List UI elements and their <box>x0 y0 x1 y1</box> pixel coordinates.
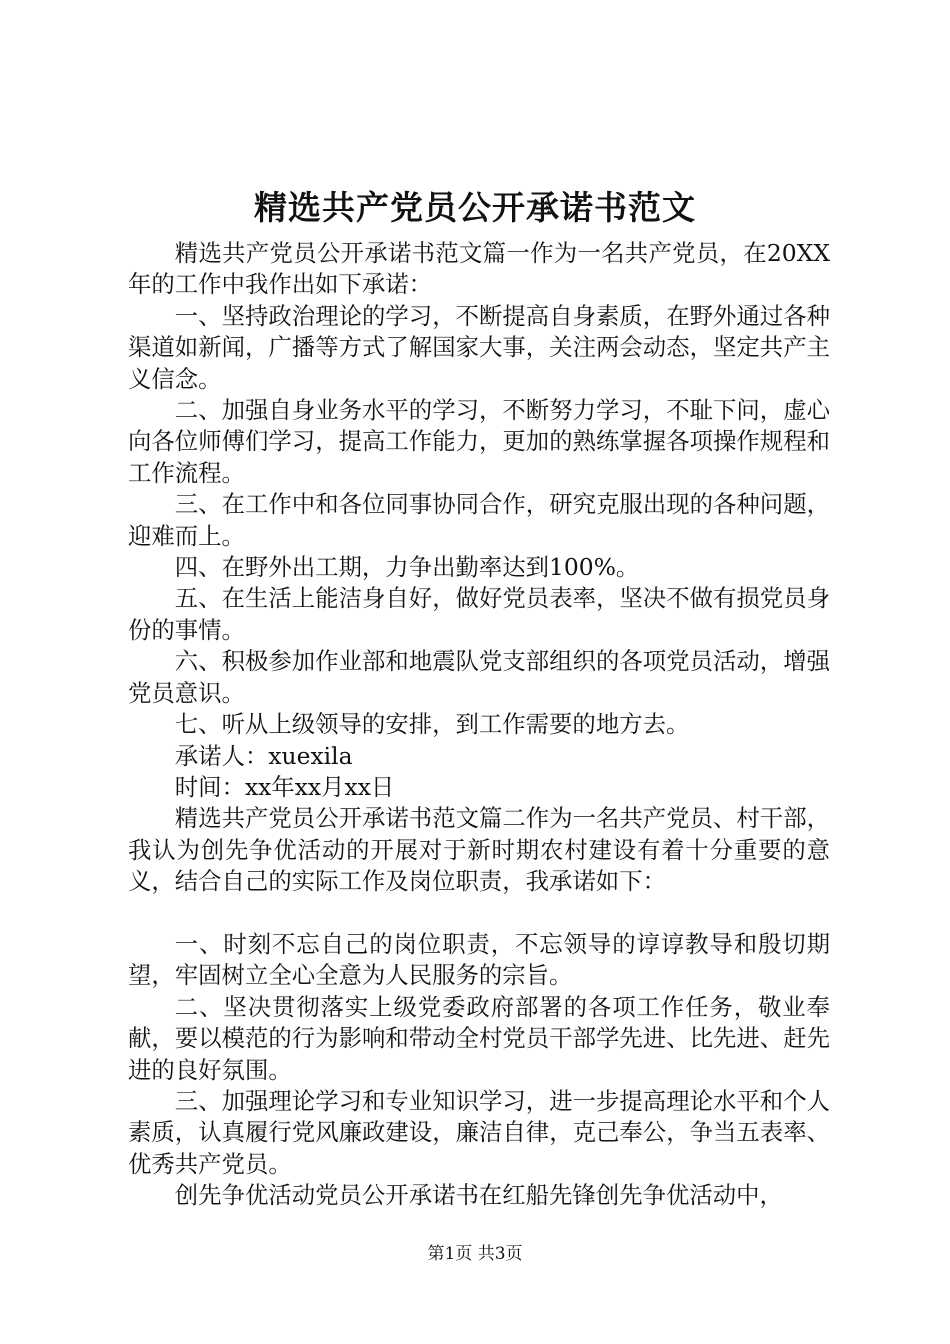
paragraph-item-2: 二、加强自身业务水平的学习，不断努力学习，不耻下问，虚心向各位师傅们学习，提高工作能力，更加的熟练掌握各项操作规程和工作流程。 <box>128 396 830 487</box>
page-number: 第1页 共3页 <box>427 1244 523 1264</box>
paragraph-intro-2: 精选共产党员公开承诺书范文篇二作为一名共产党员、村干部，我认为创先争优活动的开展对于新时期农村建设有着十分重要的意义，结合自己的实际工作及岗位职责，我承诺如下： <box>128 804 830 896</box>
paragraph-spacer <box>128 898 830 929</box>
paragraph-item-1: 一、坚持政治理论的学习，不断提高自身素质，在野外通过各种渠道如新闻，广播等方式了解国家大事，关注两会动态，坚定共产主义信念。 <box>128 301 830 393</box>
paragraph-item-2-2: 二、坚决贯彻落实上级党委政府部署的各项工作任务，敬业奉献，要以模范的行为影响和带动全村党员干部学先进、比先进、赶先进的良好氛围。 <box>128 992 830 1084</box>
signatory-line: 承诺人：xuexila <box>174 741 353 770</box>
date-line: 时间：xx年xx月xx日 <box>174 772 395 801</box>
document-title: 精选共产党员公开承诺书范文 <box>254 188 696 227</box>
paragraph-item-2-3: 三、加强理论学习和专业知识学习，进一步提高理论水平和个人素质，认真履行党风廉政建设，廉洁自律，克己奉公，争当五表率、优秀共产党员。 <box>128 1086 830 1178</box>
paragraph-item-5: 五、在生活上能洁身自好，做好党员表率，坚决不做有损党员身份的事情。 <box>128 584 830 644</box>
paragraph-item-2-1: 一、时刻不忘自己的岗位职责，不忘领导的谆谆教导和殷切期望，牢固树立全心全意为人民服务的宗旨。 <box>128 929 830 990</box>
paragraph-item-4: 四、在野外出工期，力争出勤率达到100%。 <box>174 553 640 582</box>
paragraph-item-6: 六、积极参加作业部和地震队党支部组织的各项党员活动，增强党员意识。 <box>128 647 830 707</box>
paragraph-intro-1: 精选共产党员公开承诺书范文篇一作为一名共产党员，在20XX年的工作中我作出如下承诺： <box>128 239 830 299</box>
paragraph-item-7: 七、听从上级领导的安排，到工作需要的地方去。 <box>174 710 690 739</box>
paragraph-item-3: 三、在工作中和各位同事协同合作，研究克服出现的各种问题，迎难而上。 <box>128 490 830 550</box>
paragraph-intro-3: 创先争优活动党员公开承诺书在红船先锋创先争优活动中， <box>174 1181 783 1210</box>
document-body <box>128 238 830 1212</box>
